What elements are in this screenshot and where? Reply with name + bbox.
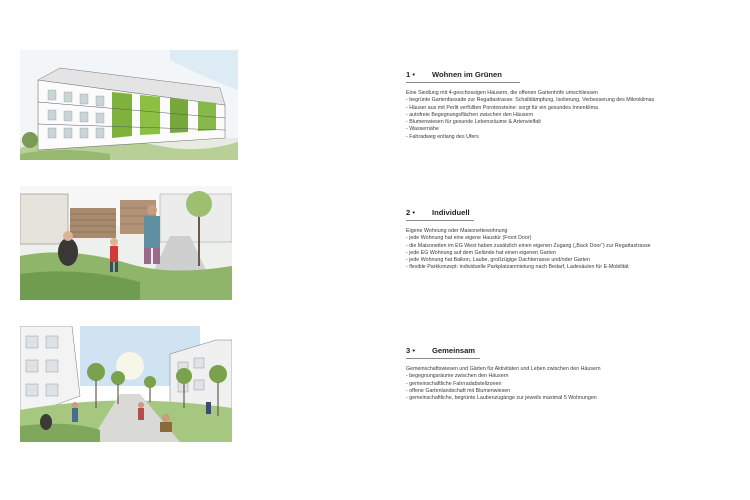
section-2-line: - jede EG Wohnung auf dem Gelände hat einen eigenen Garten (406, 249, 556, 256)
section-1-line: - begrünte Gartenfassade zur Regattastrasse: Schalldämpfung, Isolierung, Verbesserung des Mikroklimas (406, 97, 655, 104)
section-1-line: - autofreie Begegnungsflächen zwischen den Häusern (406, 111, 534, 118)
section-1-line: Eine Siedlung mit 4-geschossigen Häusern, die offenen Gartenhöfe umschliessen (406, 90, 598, 96)
section-1-body (406, 90, 736, 141)
image-shared-courtyard (20, 326, 232, 442)
section-3-number: 3 • (406, 346, 415, 355)
section-2-line: - jede Wohnung hat Balkon, Laube, großzügige Dachterrasse und/oder Garten (406, 257, 590, 264)
section-2-line: - jede Wohnung hat eine eigene Haustür (Front Door) (406, 235, 532, 242)
image-building-green-facade (20, 50, 238, 160)
section-3-body (406, 366, 736, 402)
section-3-title: Gemeinsam (432, 346, 476, 355)
section-2-heading (406, 208, 736, 220)
section-1-line: - Wassernähe (406, 126, 439, 133)
section-2-number: 2 • (406, 208, 415, 217)
section-1 (406, 70, 736, 141)
section-2-line: - flexible Parkkonzept: individuelle Parkplatzanmietung nach Bedarf, Ladesäulen für E-Mobilität (406, 264, 629, 271)
section-3-line: Gemeinschaftswiesen und Gärten für Aktivitäten und Leben zwischen den Häusern (406, 366, 601, 372)
section-3-line: - gemeinschaftliche Fahrradabstellzonen (406, 380, 502, 387)
section-1-heading (406, 70, 736, 82)
section-2 (406, 208, 736, 272)
section-2-line: Eigene Wohnung oder Maisonettewohnung (406, 228, 508, 234)
image-private-garden (20, 186, 232, 300)
section-1-line: - Blumenwiesen für gesunde Lebensräume & Artenvielfalt (406, 119, 541, 126)
section-3-heading (406, 346, 736, 358)
section-1-divider (406, 82, 520, 83)
section-2-body (406, 228, 736, 272)
section-1-number: 1 • (406, 70, 415, 79)
section-3-line: - begegnungsräume zwischen den Häusern (406, 373, 509, 380)
section-3-line: - gemeinschaftliche, begrünte Laubenzugänge zur jeweils maximal 5 Wohnungen (406, 395, 597, 402)
section-3-divider (406, 358, 480, 359)
section-3-line: - offene Gartenlandschaft mit Blumenwiesen (406, 387, 511, 394)
section-3 (406, 346, 736, 402)
section-2-line: - die Maisonetten im EG West haben zusätzlich einen eigenen Zugang („Back Door“) zur Regattastrasse (406, 242, 651, 249)
section-2-title: Individuell (432, 208, 470, 217)
section-2-divider (406, 220, 474, 221)
section-1-line: - Fahradweg entlang des Ufers (406, 133, 479, 140)
section-1-title: Wohnen im Grünen (432, 70, 502, 79)
section-1-line: - Häuser aus mit Perlit verfüllten Porotonsteine: sorgt für ein gesundes Innenklima (406, 104, 598, 111)
